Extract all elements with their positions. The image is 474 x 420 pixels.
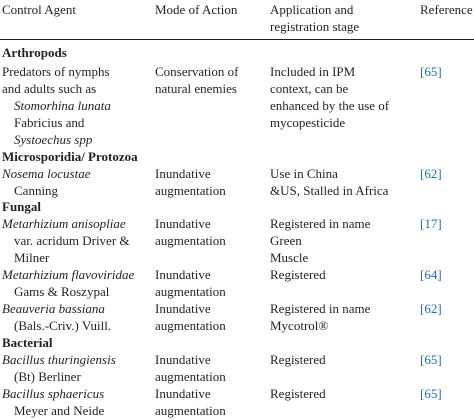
stage-line: Green [270, 233, 302, 248]
mode-line: augmentation [155, 369, 226, 384]
stage-line: Registered [270, 386, 326, 401]
agent-line: and adults such as [2, 81, 97, 96]
row-stage [270, 63, 389, 131]
stage-line: Registered in name [270, 301, 371, 316]
section-fungal: Fungal [2, 199, 42, 214]
mode-line: Inundative [155, 166, 211, 181]
reference-link[interactable]: [17] [420, 216, 442, 231]
row-agent [2, 300, 111, 334]
agent-line: Stomorhina lunata [14, 98, 111, 113]
row-mode [155, 351, 226, 385]
row-mode [155, 63, 238, 97]
row-stage [270, 215, 370, 266]
row-mode [155, 215, 226, 249]
agent-line: Metarhizium flavoviridae [2, 267, 135, 282]
agent-line: Milner [14, 250, 50, 265]
mode-line: augmentation [155, 183, 226, 198]
mode-line: Inundative [155, 301, 211, 316]
header-application-line1: Application and [270, 2, 354, 17]
row-stage [270, 266, 326, 283]
agent-line: (Bals.-Criv.) Vuill. [14, 318, 112, 333]
mode-line: augmentation [155, 318, 226, 333]
stage-line: Registered [270, 267, 326, 282]
header-rule [0, 39, 474, 40]
mode-line: Inundative [155, 386, 211, 401]
row-stage [270, 165, 388, 199]
stage-line: Mycotrol® [270, 318, 329, 333]
row-agent [2, 266, 134, 300]
agent-line: Nosema locustae [2, 166, 91, 181]
stage-line: Included in IPM [270, 64, 356, 79]
mode-line: augmentation [155, 284, 226, 299]
agent-line: Fabricius and [14, 115, 85, 130]
section-arthropods: Arthropods [2, 45, 67, 60]
row-mode [155, 300, 226, 334]
mode-line: augmentation [155, 233, 226, 248]
agent-line: Beauveria bassiana [2, 301, 105, 316]
agent-line: Systoechus spp [14, 132, 93, 147]
reference-link[interactable]: [65] [420, 386, 442, 401]
stage-line: &US, Stalled in Africa [270, 183, 389, 198]
header-application-line2: registration stage [270, 19, 360, 34]
reference-link[interactable]: [62] [420, 301, 442, 316]
section-microsporidia: Microsporidia/ Protozoa [2, 149, 138, 164]
row-mode [155, 266, 226, 300]
reference-link[interactable]: [64] [420, 267, 442, 282]
row-stage [270, 351, 326, 368]
reference-link[interactable]: [62] [420, 166, 442, 181]
section-bacterial: Bacterial [2, 335, 53, 350]
reference-link[interactable]: [65] [420, 352, 442, 367]
stage-line: context, can be [270, 81, 349, 96]
stage-line: enhanced by the use of [270, 98, 390, 113]
agent-line: var. acridum Driver & [14, 233, 130, 248]
agent-line: Bacillus thuringiensis [2, 352, 116, 367]
row-stage [270, 300, 370, 334]
row-mode [155, 165, 226, 199]
row-agent [2, 385, 104, 419]
mode-line: Inundative [155, 352, 211, 367]
row-agent [2, 165, 90, 199]
agent-line: Canning [14, 183, 59, 198]
stage-line: Use in China [270, 166, 338, 181]
mode-line: natural enemies [155, 81, 237, 96]
agent-line: (Bt) Berliner [14, 369, 81, 384]
stage-line: mycopesticide [270, 115, 346, 130]
mode-line: Inundative [155, 267, 211, 282]
agent-line: Gams & Roszypal [14, 284, 110, 299]
header-application-stage [270, 1, 359, 35]
agent-line: Meyer and Neide [14, 403, 105, 418]
stage-line: Registered [270, 352, 326, 367]
row-agent [2, 63, 111, 148]
row-mode [155, 385, 226, 419]
reference-link[interactable]: [65] [420, 64, 442, 79]
agent-line: Bacillus sphaericus [2, 386, 105, 401]
stage-line: Registered in name [270, 216, 371, 231]
header-mode-of-action: Mode of Action [155, 2, 238, 17]
mode-line: augmentation [155, 403, 226, 418]
row-agent [2, 215, 130, 266]
header-control-agent: Control Agent [2, 2, 77, 17]
agent-line: Predators of nymphs [2, 64, 110, 79]
row-stage [270, 385, 326, 402]
mode-line: Conservation of [155, 64, 239, 79]
row-agent [2, 351, 116, 385]
mode-line: Inundative [155, 216, 211, 231]
header-reference: Reference [420, 2, 473, 17]
agent-line: Metarhizium anisopliae [2, 216, 126, 231]
stage-line: Muscle [270, 250, 309, 265]
